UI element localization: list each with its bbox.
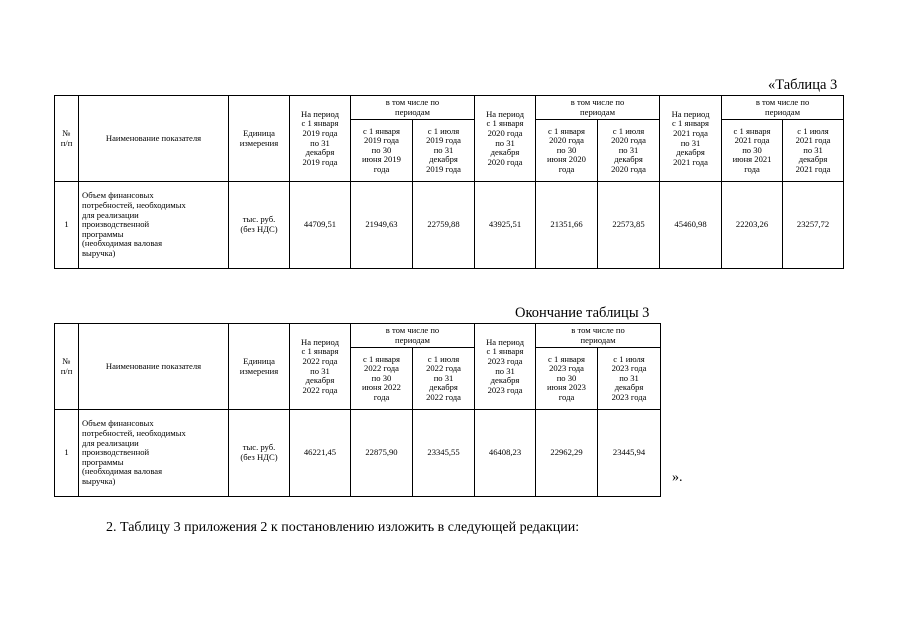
- t1-header-group-2020: в том числе по периодам: [536, 96, 660, 120]
- t1-header-period-2020: На период с 1 января 2020 года по 31 декабря 2020 года: [475, 96, 536, 182]
- t1-header-2021-h1: с 1 января 2021 года по 30 июня 2021 года: [722, 120, 783, 182]
- t1-header-unit: Единица измерения: [229, 96, 290, 182]
- t2-header-num: № п/п: [55, 324, 79, 410]
- table1-caption: «Таблица 3: [768, 77, 838, 93]
- table1: [54, 95, 844, 269]
- t1-header-num: № п/п: [55, 96, 79, 182]
- t1-value-2021-h2: 23257,72: [783, 182, 844, 269]
- t1-value-2019: 44709,51: [290, 182, 351, 269]
- t1-value-2019-h2: 22759,88: [413, 182, 475, 269]
- t2-header-name: Наименование показателя: [79, 324, 229, 410]
- t1-row-unit: тыс. руб. (без НДС): [229, 182, 290, 269]
- t1-header-group-2019: в том числе по периодам: [351, 96, 475, 120]
- t1-header-period-2021: На период с 1 января 2021 года по 31 декабря 2021 года: [660, 96, 722, 182]
- t2-header-period-2023: На период с 1 января 2023 года по 31 декабря 2023 года: [475, 324, 536, 410]
- t2-value-2023: 46408,23: [475, 410, 536, 497]
- t2-row-num: 1: [55, 410, 79, 497]
- t2-value-2022: 46221,45: [290, 410, 351, 497]
- t2-header-2023-h1: с 1 января 2023 года по 30 июня 2023 года: [536, 348, 598, 410]
- t2-header-group-2023: в том числе по периодам: [536, 324, 661, 348]
- table2: [54, 323, 661, 497]
- t2-value-2022-h2: 23345,55: [413, 410, 475, 497]
- t1-header-2021-h2: с 1 июля 2021 года по 31 декабря 2021 года: [783, 120, 844, 182]
- t1-value-2020-h2: 22573,85: [598, 182, 660, 269]
- t2-header-period-2022: На период с 1 января 2022 года по 31 декабря 2022 года: [290, 324, 351, 410]
- t1-header-name: Наименование показателя: [79, 96, 229, 182]
- t2-header-2023-h2: с 1 июля 2023 года по 31 декабря 2023 года: [598, 348, 661, 410]
- t2-header-group-2022: в том числе по периодам: [351, 324, 475, 348]
- t1-value-2021-h1: 22203,26: [722, 182, 783, 269]
- t1-header-period-2019: На период с 1 января 2019 года по 31 декабря 2019 года: [290, 96, 351, 182]
- t1-header-2019-h1: с 1 января 2019 года по 30 июня 2019 года: [351, 120, 413, 182]
- t2-value-2023-h1: 22962,29: [536, 410, 598, 497]
- t1-value-2020-h1: 21351,66: [536, 182, 598, 269]
- t2-row-name: Объем финансовых потребностей, необходимых для реализации производственной программы (необходимая валовая выручка): [79, 410, 229, 497]
- t1-value-2019-h1: 21949,63: [351, 182, 413, 269]
- t1-row-num: 1: [55, 182, 79, 269]
- t2-header-2022-h1: с 1 января 2022 года по 30 июня 2022 года: [351, 348, 413, 410]
- t1-header-2019-h2: с 1 июля 2019 года по 31 декабря 2019 года: [413, 120, 475, 182]
- t2-header-unit: Единица измерения: [229, 324, 290, 410]
- t1-row-name: Объем финансовых потребностей, необходимых для реализации производственной программы (необходимая валовая выручка): [79, 182, 229, 269]
- next-paragraph: 2. Таблицу 3 приложения 2 к постановлению изложить в следующей редакции:: [106, 520, 580, 535]
- table2-caption: Окончание таблицы 3: [515, 305, 650, 321]
- t1-value-2021: 45460,98: [660, 182, 722, 269]
- t1-header-2020-h1: с 1 января 2020 года по 30 июня 2020 года: [536, 120, 598, 182]
- t2-value-2022-h1: 22875,90: [351, 410, 413, 497]
- t2-header-2022-h2: с 1 июля 2022 года по 31 декабря 2022 года: [413, 348, 475, 410]
- t2-row-unit: тыс. руб. (без НДС): [229, 410, 290, 497]
- t2-value-2023-h2: 23445,94: [598, 410, 661, 497]
- t1-value-2020: 43925,51: [475, 182, 536, 269]
- closing-quote: ».: [672, 470, 683, 485]
- t1-header-2020-h2: с 1 июля 2020 года по 31 декабря 2020 года: [598, 120, 660, 182]
- t1-header-group-2021: в том числе по периодам: [722, 96, 844, 120]
